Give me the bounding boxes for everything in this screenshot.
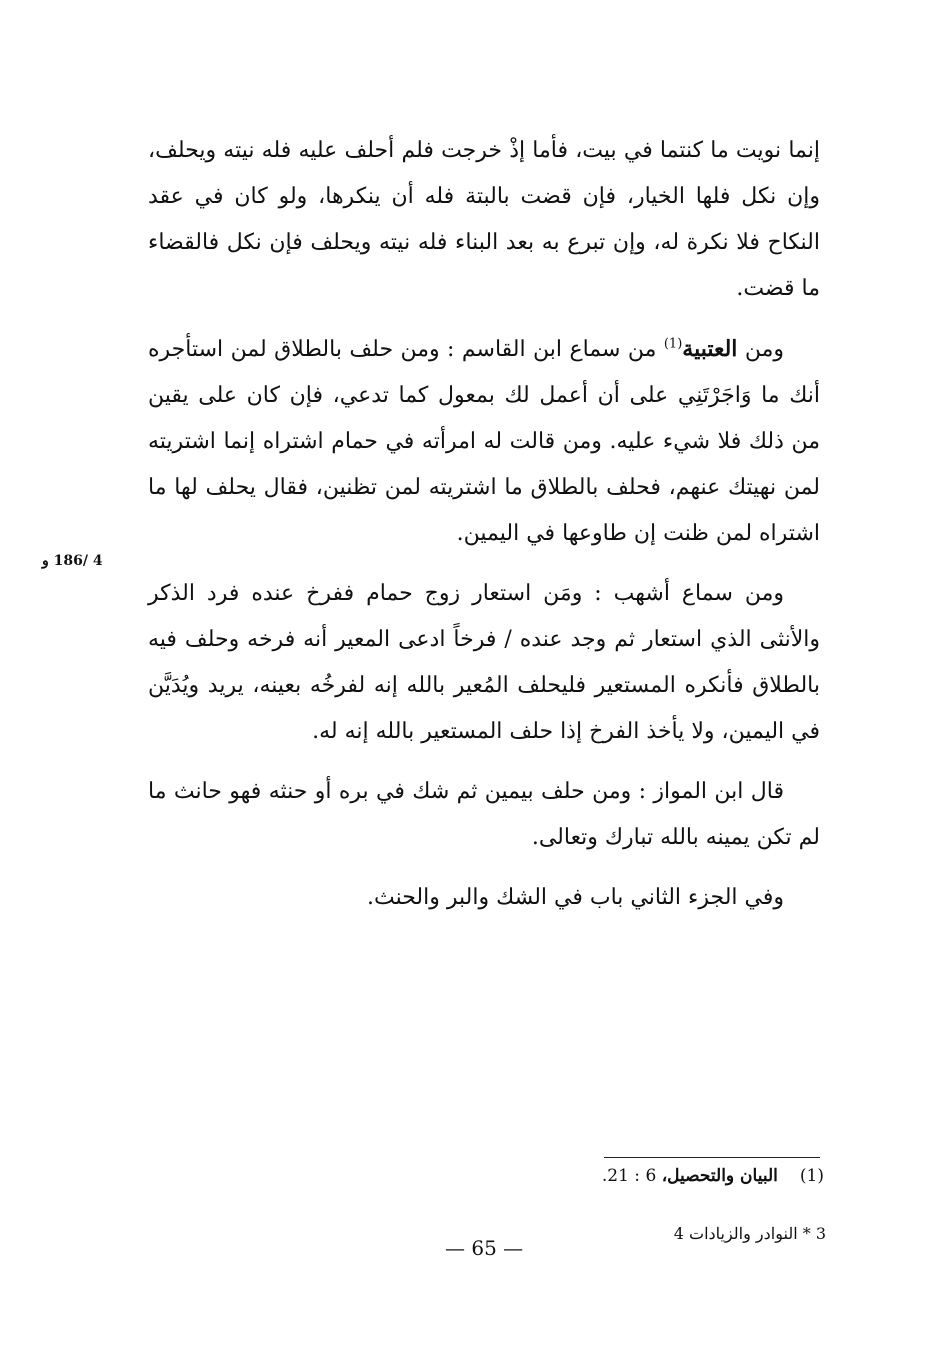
paragraph-5-text: وفي الجزء الثاني باب في الشك والبر والحنث. [366,885,784,910]
paragraph-4-text: قال ابن المواز : ومن حلف بيمين ثم شك في بره أو حنثه فهو حانث ما لم تكن يمينه بالله تبارك وتعالى. [148,779,820,850]
footnote-marker: (1) [663,336,683,352]
paragraph-3 [148,571,820,755]
paragraph-2-text: من سماع ابن القاسم : ومن حلف بالطلاق لمن استأجره أنك ما وَاجَرْتَنِي على أن أعمل لك بمعول كما تدعي، فإن كان على يقين من ذلك فلا شيء عليه. ومن قالت له امرأته في حمام اشتراه إنما اشتريته لمن نهيتك عنهم، فحلف بالطلاق ما اشتريته لمن تظنين، فقال يحلف لها ما اشتراه لمن ظنت إن طاوعها في اليمين. [148,337,820,546]
paragraph-2 [148,326,820,557]
source-title-utbiyya: العتبية [682,336,738,362]
paragraph-5 [148,875,820,921]
paragraph-1 [148,128,820,312]
book-signature-marker: 3 * النوادر والزيادات 4 [673,1224,826,1243]
paragraph-2-prefix: ومن [737,337,785,362]
paragraph-1-text: إنما نويت ما كنتما في بيت، فأما إذْ خرجت فلم أحلف عليه فله نيته ويحلف، وإن نكل فلها الخيار، فإن قضت بالبتة فله أن ينكرها، ولو كان في عقد النكاح فلا نكرة له، وإن تبرع به بعد البناء فله نيته ويحلف فإن نكل فالقضاء ما قضت. [148,138,820,301]
footnote-reference: 6 : 21. [601,1166,662,1186]
page-number: — 65 — [445,1236,524,1260]
paragraph-3-text: ومن سماع أشهب : ومَن استعار زوج حمام ففرخ عنده فرد الذكر والأنثى الذي استعار ثم وجد عنده / فرخاً ادعى المعير أنه فرخه وحلف فيه بالطلاق فأنكره المستعير فليحلف المُعير بالله إنه لفرخُه بعينه، يريد ويُدَيَّن في اليمين، ولا يأخذ الفرخ إذا حلف المستعير بالله إنه له. [148,581,820,744]
footnote [602,1166,824,1186]
footnote-source-title: البيان والتحصيل، [661,1166,778,1186]
footnote-divider [604,1157,820,1158]
manuscript-folio-reference: 4 /186 و [42,553,103,569]
footnote-number: (1) [799,1166,824,1186]
paragraph-4 [148,769,820,861]
main-text-block [148,128,820,935]
